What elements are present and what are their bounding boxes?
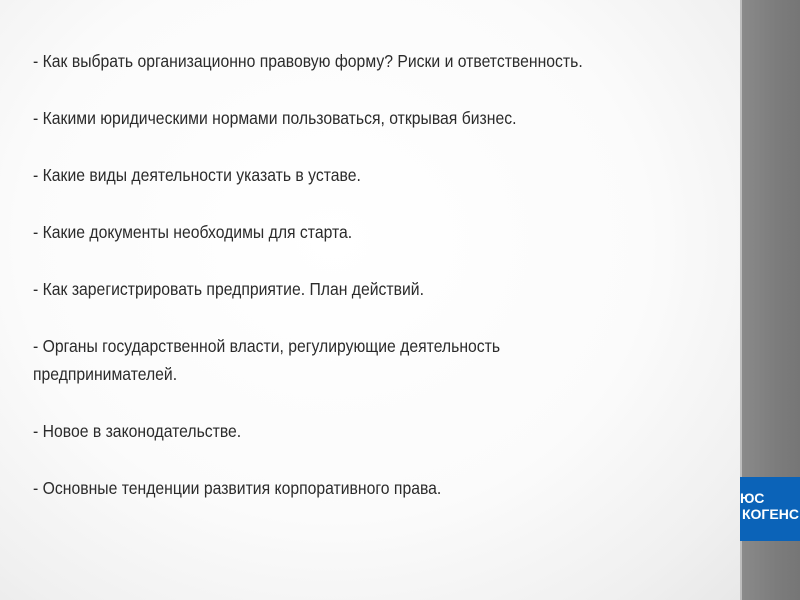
list-item: - Какие виды деятельности указать в уставе. — [33, 165, 361, 185]
topics-list — [33, 47, 713, 531]
logo-line-1: ЮС — [740, 490, 765, 506]
logo-line-2: КОГЕНС — [742, 506, 799, 522]
list-item: - Какие документы необходимы для старта. — [33, 222, 353, 242]
company-logo — [740, 477, 800, 541]
list-item: - Новое в законодательстве. — [33, 421, 242, 441]
list-item: - Как выбрать организационно правовую форму? Риски и ответственность. — [33, 51, 583, 71]
list-item: - Основные тенденции развития корпоративного права. — [33, 478, 442, 498]
list-item: - Как зарегистрировать предприятие. План действий. — [33, 279, 424, 299]
list-item: - Органы государственной власти, регулирующие деятельность предпринимателей. — [33, 336, 501, 384]
list-item: - Какими юридическими нормами пользоваться, открывая бизнес. — [33, 108, 517, 128]
